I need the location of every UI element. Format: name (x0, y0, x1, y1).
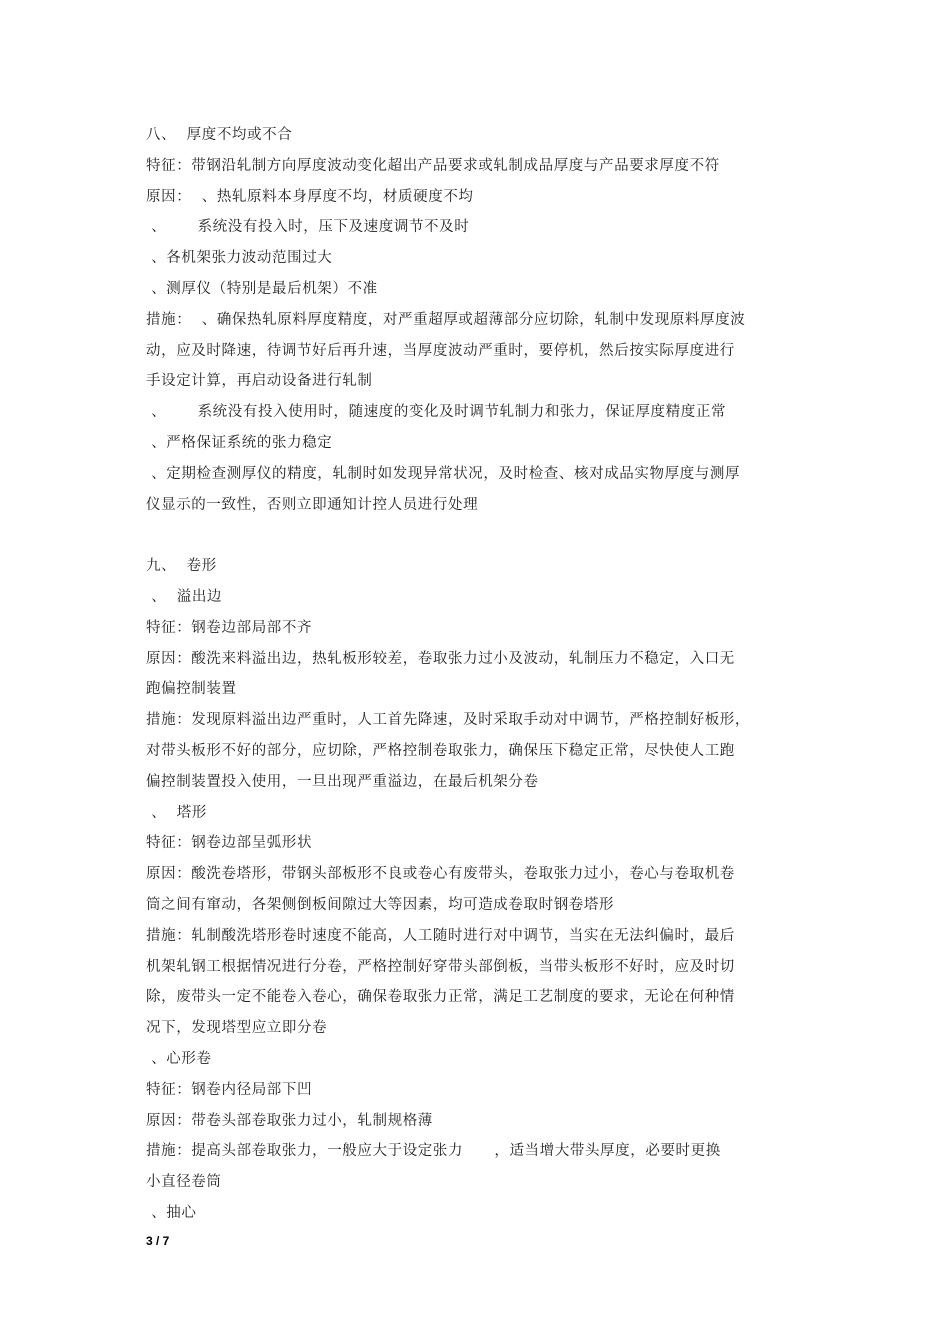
text-line: 措施：轧制酸洗塔形卷时速度不能高，人工随时进行对中调节，当实在无法纠偏时，最后 (146, 927, 735, 944)
page-number: 3 / 7 (146, 1234, 170, 1248)
text-line: 、严格保证系统的张力稳定 (146, 434, 333, 451)
text-line: 特征：钢卷边部呈弧形状 (146, 835, 313, 852)
section-heading-coil-shape: 九、 卷形 (146, 558, 217, 575)
text-line: 跑偏控制装置 (146, 681, 237, 698)
text-line: 特征：带钢沿轧制方向厚度波动变化超出产品要求或轧制成品厚度与产品要求厚度不符 (146, 157, 720, 174)
subheading-overflow-edge: 、 溢出边 (146, 588, 223, 605)
text-line: 原因：带卷头部卷取张力过小，轧制规格薄 (146, 1112, 433, 1129)
text-line: 特征：钢卷边部局部不齐 (146, 619, 313, 636)
text-line: 偏控制装置投入使用，一旦出现严重溢边，在最后机架分卷 (146, 773, 539, 790)
text-line: 原因：酸洗卷塔形，带钢头部板形不良或卷心有废带头，卷取张力过小，卷心与卷取机卷 (146, 866, 735, 883)
text-line: 原因：酸洗来料溢出边，热轧板形较差，卷取张力过小及波动，轧制压力不稳定，入口无 (146, 650, 735, 667)
text-line: 小直径卷筒 (146, 1174, 222, 1191)
subheading-core-pull: 、抽心 (146, 1204, 197, 1221)
text-line: 、各机架张力波动范围过大 (146, 250, 333, 267)
text-line: 、测厚仪（特别是最后机架）不准 (146, 280, 378, 297)
document-body (146, 120, 816, 1229)
text-line: 措施： 、确保热轧原料厚度精度，对严重超厚或超薄部分应切除，轧制中发现原料厚度波 (146, 311, 746, 328)
text-line: 、 系统没有投入使用时，随速度的变化及时调节轧制力和张力，保证厚度精度正常 (146, 404, 727, 421)
text-line: 筒之间有窜动，各架侧倒板间隙过大等因素，均可造成卷取时钢卷塔形 (146, 896, 615, 913)
text-line: 、定期检查测厚仪的精度，轧制时如发现异常状况，及时检查、核对成品实物厚度与测厚 (146, 465, 741, 482)
text-line: 机架轧钢工根据情况进行分卷，严格控制好穿带头部倒板，当带头板形不好时，应及时切 (146, 958, 735, 975)
text-line: 仪显示的一致性，否则立即通知计控人员进行处理 (146, 496, 479, 513)
section-heading-thickness: 八、 厚度不均或不合 (146, 127, 293, 143)
text-line: 手设定计算，再启动设备进行轧制 (146, 373, 373, 390)
text-line: 特征：钢卷内径局部下凹 (146, 1081, 313, 1098)
subheading-tower-shape: 、 塔形 (146, 804, 207, 821)
text-line: 况下，发现塔型应立即分卷 (146, 1020, 328, 1037)
text-line: 原因： 、热轧原料本身厚度不均，材质硬度不均 (146, 188, 474, 205)
text-line: 措施：发现原料溢出边严重时，人工首先降速，及时采取手动对中调节，严格控制好板形， (146, 712, 750, 729)
subheading-heart-coil: 、心形卷 (146, 1050, 212, 1067)
text-line: 除，废带头一定不能卷入卷心，确保卷取张力正常，满足工艺制度的要求，无论在何种情 (146, 989, 735, 1006)
text-line: 措施：提高头部卷取张力，一般应大于设定张力 ，适当增大带头厚度，必要时更换 (146, 1143, 721, 1160)
text-line: 、 系统没有投入时，压下及速度调节不及时 (146, 219, 470, 236)
text-line: 对带头板形不好的部分，应切除，严格控制卷取张力，确保压下稳定正常，尽快使人工跑 (146, 742, 735, 759)
text-line: 动，应及时降速，待调节好后再升速，当厚度波动严重时，要停机，然后按实际厚度进行 (146, 342, 735, 359)
blank-line (146, 520, 816, 551)
